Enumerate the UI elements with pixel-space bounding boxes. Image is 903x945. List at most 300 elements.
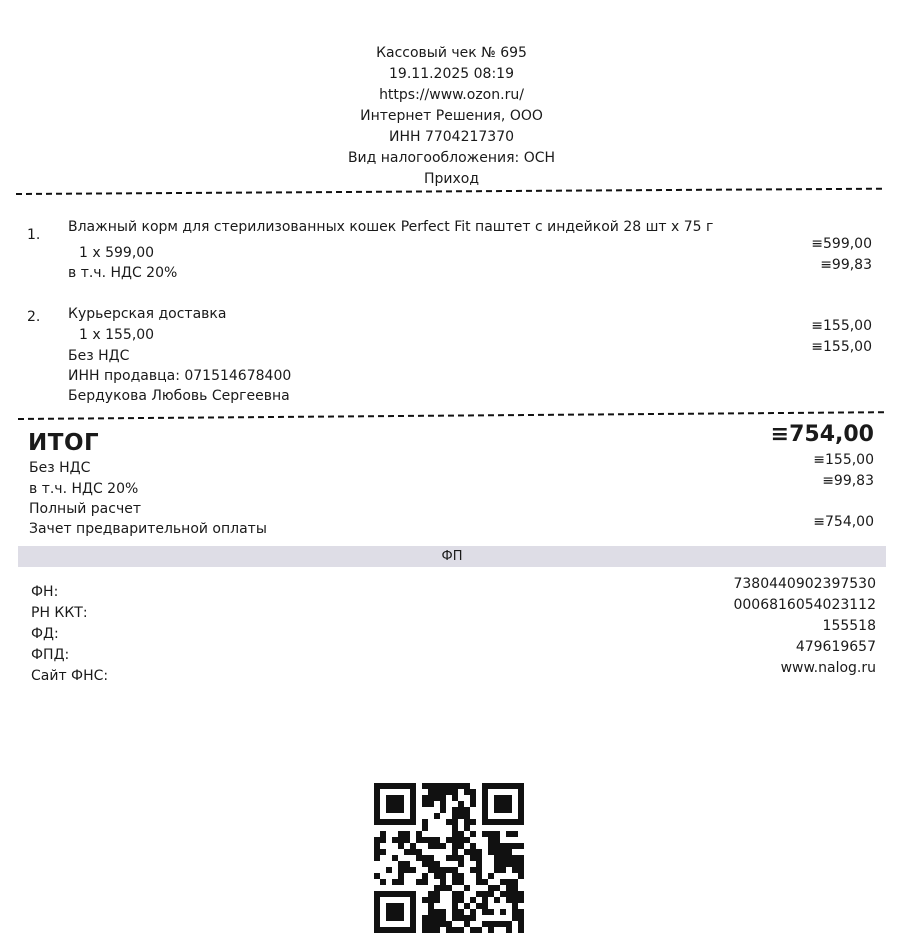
qr-module — [452, 867, 458, 873]
qr-module — [374, 897, 380, 903]
qr-module — [476, 849, 482, 855]
qr-module — [434, 861, 440, 867]
qr-module — [374, 801, 380, 807]
qr-module — [482, 783, 488, 789]
qr-module — [452, 927, 458, 933]
qr-module — [518, 909, 524, 915]
qr-module — [458, 897, 464, 903]
qr-module — [446, 855, 452, 861]
qr-module — [386, 867, 392, 873]
qr-module — [428, 903, 434, 909]
qr-module — [494, 795, 500, 801]
qr-module — [512, 783, 518, 789]
qr-module — [452, 909, 458, 915]
qr-module — [410, 915, 416, 921]
qr-module — [500, 819, 506, 825]
qr-module — [398, 903, 404, 909]
qr-module — [500, 855, 506, 861]
receipt-datetime: 19.11.2025 08:19 — [389, 66, 514, 82]
qr-module — [464, 807, 470, 813]
qr-module — [386, 915, 392, 921]
qr-module — [428, 897, 434, 903]
qr-module — [374, 783, 380, 789]
qr-module — [458, 807, 464, 813]
qr-module — [422, 873, 428, 879]
qr-module — [392, 903, 398, 909]
qr-module — [404, 861, 410, 867]
qr-module — [518, 783, 524, 789]
vat20-amount: ≡99,83 — [822, 473, 874, 489]
qr-module — [410, 897, 416, 903]
qr-module — [422, 921, 428, 927]
qr-module — [434, 915, 440, 921]
qr-module — [410, 927, 416, 933]
qr-module — [464, 789, 470, 795]
qr-module — [500, 879, 506, 885]
qr-module — [440, 909, 446, 915]
qr-code — [374, 783, 524, 933]
qr-module — [410, 867, 416, 873]
qr-module — [518, 891, 524, 897]
qr-module — [434, 921, 440, 927]
qr-module — [506, 879, 512, 885]
qr-module — [494, 861, 500, 867]
qr-module — [470, 897, 476, 903]
qr-module — [410, 795, 416, 801]
qr-module — [476, 927, 482, 933]
qr-module — [488, 873, 494, 879]
qr-module — [506, 897, 512, 903]
qr-module — [410, 819, 416, 825]
qr-module — [440, 873, 446, 879]
qr-module — [476, 861, 482, 867]
qr-module — [494, 849, 500, 855]
qr-module — [476, 903, 482, 909]
item-name: Влажный корм для стерилизованных кошек Perfect Fit паштет с индейкой 28 шт х 75 г — [68, 219, 714, 235]
company-inn: ИНН 7704217370 — [388, 129, 515, 145]
seller-inn: ИНН продавца: 071514678400 — [68, 368, 292, 384]
qr-module — [440, 921, 446, 927]
qr-module — [374, 909, 380, 915]
qr-module — [476, 879, 482, 885]
qr-module — [488, 849, 494, 855]
qr-module — [494, 885, 500, 891]
qr-module — [482, 813, 488, 819]
qr-module — [374, 855, 380, 861]
qr-module — [392, 915, 398, 921]
qr-module — [500, 849, 506, 855]
qr-module — [470, 909, 476, 915]
qr-module — [506, 819, 512, 825]
qr-module — [392, 819, 398, 825]
qr-module — [452, 831, 458, 837]
qr-module — [434, 837, 440, 843]
qr-module — [464, 885, 470, 891]
qr-module — [500, 843, 506, 849]
qr-module — [428, 927, 434, 933]
qr-module — [518, 861, 524, 867]
fpd-value: 479619657 — [795, 639, 876, 655]
qr-module — [380, 849, 386, 855]
qr-module — [434, 795, 440, 801]
qr-module — [488, 837, 494, 843]
qr-module — [464, 849, 470, 855]
qr-module — [500, 807, 506, 813]
qr-module — [386, 807, 392, 813]
qr-module — [398, 861, 404, 867]
fn-label: ФН: — [31, 584, 59, 600]
qr-module — [380, 837, 386, 843]
qr-module — [404, 927, 410, 933]
qr-module — [506, 831, 512, 837]
qr-module — [446, 819, 452, 825]
qr-module — [422, 783, 428, 789]
qr-module — [392, 801, 398, 807]
fns-site-value: www.nalog.ru — [780, 660, 876, 676]
qr-module — [422, 861, 428, 867]
qr-module — [422, 819, 428, 825]
qr-module — [452, 783, 458, 789]
qr-module — [410, 807, 416, 813]
qr-module — [374, 873, 380, 879]
qr-module — [380, 891, 386, 897]
qr-module — [374, 891, 380, 897]
qr-module — [518, 801, 524, 807]
qr-module — [428, 789, 434, 795]
qr-module — [410, 849, 416, 855]
qr-module — [464, 813, 470, 819]
qr-module — [386, 801, 392, 807]
qr-module — [380, 831, 386, 837]
qr-module — [518, 915, 524, 921]
qr-module — [374, 795, 380, 801]
fns-site-label: Сайт ФНС: — [31, 668, 109, 684]
qr-module — [482, 819, 488, 825]
fpd-label: ФПД: — [31, 647, 70, 663]
qr-module — [512, 909, 518, 915]
qr-module — [494, 855, 500, 861]
qr-module — [446, 885, 452, 891]
qr-module — [452, 813, 458, 819]
qr-module — [434, 927, 440, 933]
qr-module — [398, 795, 404, 801]
total-amount: ≡754,00 — [770, 422, 874, 447]
qr-module — [386, 903, 392, 909]
qr-module — [434, 867, 440, 873]
qr-module — [464, 837, 470, 843]
qr-module — [452, 897, 458, 903]
qr-module — [392, 891, 398, 897]
qr-module — [464, 921, 470, 927]
qr-module — [470, 843, 476, 849]
qr-module — [488, 783, 494, 789]
qr-module — [458, 891, 464, 897]
qr-module — [398, 801, 404, 807]
qr-module — [452, 891, 458, 897]
qr-module — [386, 795, 392, 801]
qr-module — [512, 885, 518, 891]
qr-module — [446, 867, 452, 873]
qr-module — [506, 927, 512, 933]
qr-module — [374, 903, 380, 909]
qr-module — [452, 855, 458, 861]
qr-module — [470, 849, 476, 855]
qr-module — [410, 801, 416, 807]
operation-type: Приход — [423, 171, 480, 187]
qr-module — [452, 873, 458, 879]
item-number: 1. — [27, 227, 41, 243]
qr-module — [440, 801, 446, 807]
item-vat-sum: ≡99,83 — [820, 257, 872, 273]
qr-module — [392, 837, 398, 843]
qr-module — [458, 879, 464, 885]
qr-module — [512, 831, 518, 837]
qr-module — [422, 837, 428, 843]
qr-module — [404, 837, 410, 843]
qr-module — [518, 789, 524, 795]
qr-module — [482, 891, 488, 897]
qr-module — [482, 831, 488, 837]
qr-module — [422, 897, 428, 903]
qr-module — [494, 921, 500, 927]
qr-module — [434, 813, 440, 819]
qr-module — [518, 813, 524, 819]
qr-module — [374, 927, 380, 933]
qr-module — [380, 927, 386, 933]
qr-module — [482, 909, 488, 915]
qr-module — [458, 909, 464, 915]
seller-name: Бердукова Любовь Сергеевна — [68, 388, 290, 404]
qr-module — [434, 885, 440, 891]
item-vat-sum: ≡155,00 — [811, 339, 872, 355]
qr-module — [500, 921, 506, 927]
qr-module — [506, 843, 512, 849]
qr-module — [428, 837, 434, 843]
item-number: 2. — [27, 309, 41, 325]
qr-module — [428, 783, 434, 789]
qr-module — [476, 891, 482, 897]
qr-module — [446, 927, 452, 933]
qr-module — [464, 783, 470, 789]
qr-module — [452, 795, 458, 801]
qr-module — [518, 921, 524, 927]
qr-module — [416, 849, 422, 855]
qr-module — [380, 819, 386, 825]
qr-module — [392, 879, 398, 885]
qr-module — [482, 801, 488, 807]
qr-module — [410, 813, 416, 819]
qr-module — [470, 819, 476, 825]
qr-module — [482, 789, 488, 795]
qr-module — [386, 927, 392, 933]
qr-module — [506, 855, 512, 861]
qr-module — [374, 915, 380, 921]
prepayment-amount: ≡754,00 — [813, 514, 874, 530]
qr-module — [392, 783, 398, 789]
qr-module — [428, 891, 434, 897]
qr-module — [398, 927, 404, 933]
no-vat-label: Без НДС — [29, 460, 91, 476]
qr-module — [494, 801, 500, 807]
qr-module — [506, 807, 512, 813]
qr-module — [512, 903, 518, 909]
qr-module — [458, 831, 464, 837]
qr-module — [452, 819, 458, 825]
qr-module — [398, 867, 404, 873]
qr-module — [434, 897, 440, 903]
qr-module — [446, 789, 452, 795]
qr-module — [494, 783, 500, 789]
qr-module — [470, 789, 476, 795]
qr-module — [404, 891, 410, 897]
qr-module — [482, 921, 488, 927]
qr-module — [488, 909, 494, 915]
item-sum: ≡155,00 — [811, 318, 872, 334]
qr-module — [518, 867, 524, 873]
qr-module — [428, 915, 434, 921]
receipt-header — [0, 43, 903, 190]
qr-module — [410, 909, 416, 915]
qr-module — [452, 837, 458, 843]
qr-module — [494, 819, 500, 825]
qr-module — [506, 891, 512, 897]
qr-module — [422, 879, 428, 885]
qr-module — [494, 837, 500, 843]
qr-module — [404, 819, 410, 825]
qr-module — [422, 825, 428, 831]
qr-module — [512, 879, 518, 885]
qr-module — [416, 879, 422, 885]
qr-module — [386, 909, 392, 915]
qr-module — [404, 831, 410, 837]
qr-module — [500, 909, 506, 915]
qr-module — [434, 843, 440, 849]
qr-module — [512, 819, 518, 825]
qr-module — [434, 909, 440, 915]
fd-label: ФД: — [31, 626, 59, 642]
no-vat-amount: ≡155,00 — [813, 452, 874, 468]
qr-module — [422, 795, 428, 801]
qr-module — [494, 807, 500, 813]
qr-module — [404, 849, 410, 855]
qr-module — [434, 783, 440, 789]
qr-module — [500, 801, 506, 807]
qr-module — [440, 795, 446, 801]
qr-module — [500, 795, 506, 801]
fp-section-header: ФП — [18, 546, 886, 567]
qr-module — [392, 909, 398, 915]
fn-value: 7380440902397530 — [733, 576, 876, 592]
qr-module — [428, 867, 434, 873]
qr-module — [476, 873, 482, 879]
qr-module — [410, 891, 416, 897]
qr-module — [422, 801, 428, 807]
qr-module — [464, 903, 470, 909]
qr-module — [410, 789, 416, 795]
company-name: Интернет Решения, ООО — [360, 108, 543, 124]
qr-module — [500, 783, 506, 789]
qr-module — [506, 795, 512, 801]
qr-module — [410, 843, 416, 849]
qr-module — [374, 807, 380, 813]
qr-module — [398, 843, 404, 849]
qr-module — [404, 867, 410, 873]
qr-module — [488, 831, 494, 837]
qr-module — [488, 843, 494, 849]
qr-module — [398, 891, 404, 897]
qr-module — [440, 783, 446, 789]
qr-module — [506, 861, 512, 867]
qr-module — [404, 783, 410, 789]
qr-module — [500, 861, 506, 867]
qr-module — [398, 909, 404, 915]
qr-module — [488, 885, 494, 891]
qr-module — [464, 825, 470, 831]
qr-module — [410, 783, 416, 789]
qr-module — [518, 795, 524, 801]
receipt-title: Кассовый чек № 695 — [376, 45, 527, 61]
qr-module — [470, 867, 476, 873]
qr-module — [452, 903, 458, 909]
qr-module — [470, 831, 476, 837]
qr-module — [434, 873, 440, 879]
qr-module — [386, 783, 392, 789]
qr-module — [518, 873, 524, 879]
qr-module — [440, 867, 446, 873]
qr-module — [440, 789, 446, 795]
qr-module — [506, 801, 512, 807]
qr-module — [398, 819, 404, 825]
qr-module — [458, 855, 464, 861]
separator-middle — [18, 411, 884, 420]
qr-module — [422, 915, 428, 921]
item-vat: в т.ч. НДС 20% — [68, 265, 178, 281]
qr-module — [374, 843, 380, 849]
qr-module — [488, 891, 494, 897]
qr-module — [398, 915, 404, 921]
qr-module — [518, 819, 524, 825]
qr-module — [470, 801, 476, 807]
qr-module — [416, 855, 422, 861]
qr-module — [482, 879, 488, 885]
vat20-label: в т.ч. НДС 20% — [29, 481, 139, 497]
qr-module — [422, 927, 428, 933]
qr-module — [506, 849, 512, 855]
qr-module — [386, 891, 392, 897]
qr-module — [458, 873, 464, 879]
qr-module — [488, 927, 494, 933]
qr-module — [512, 897, 518, 903]
total-label: ИТОГ — [28, 430, 100, 456]
qr-module — [470, 915, 476, 921]
qr-module — [440, 915, 446, 921]
qr-module — [428, 909, 434, 915]
qr-module — [506, 885, 512, 891]
qr-module — [392, 807, 398, 813]
qr-module — [458, 813, 464, 819]
qr-module — [398, 783, 404, 789]
qr-module — [434, 891, 440, 897]
qr-module — [398, 873, 404, 879]
qr-module — [440, 807, 446, 813]
tax-system: Вид налогообложения: ОСН — [347, 150, 556, 166]
qr-module — [452, 843, 458, 849]
qr-module — [386, 819, 392, 825]
prepayment-label: Зачет предварительной оплаты — [29, 521, 267, 537]
qr-module — [518, 843, 524, 849]
rn-kkt-value: 0006816054023112 — [733, 597, 876, 613]
qr-module — [440, 885, 446, 891]
